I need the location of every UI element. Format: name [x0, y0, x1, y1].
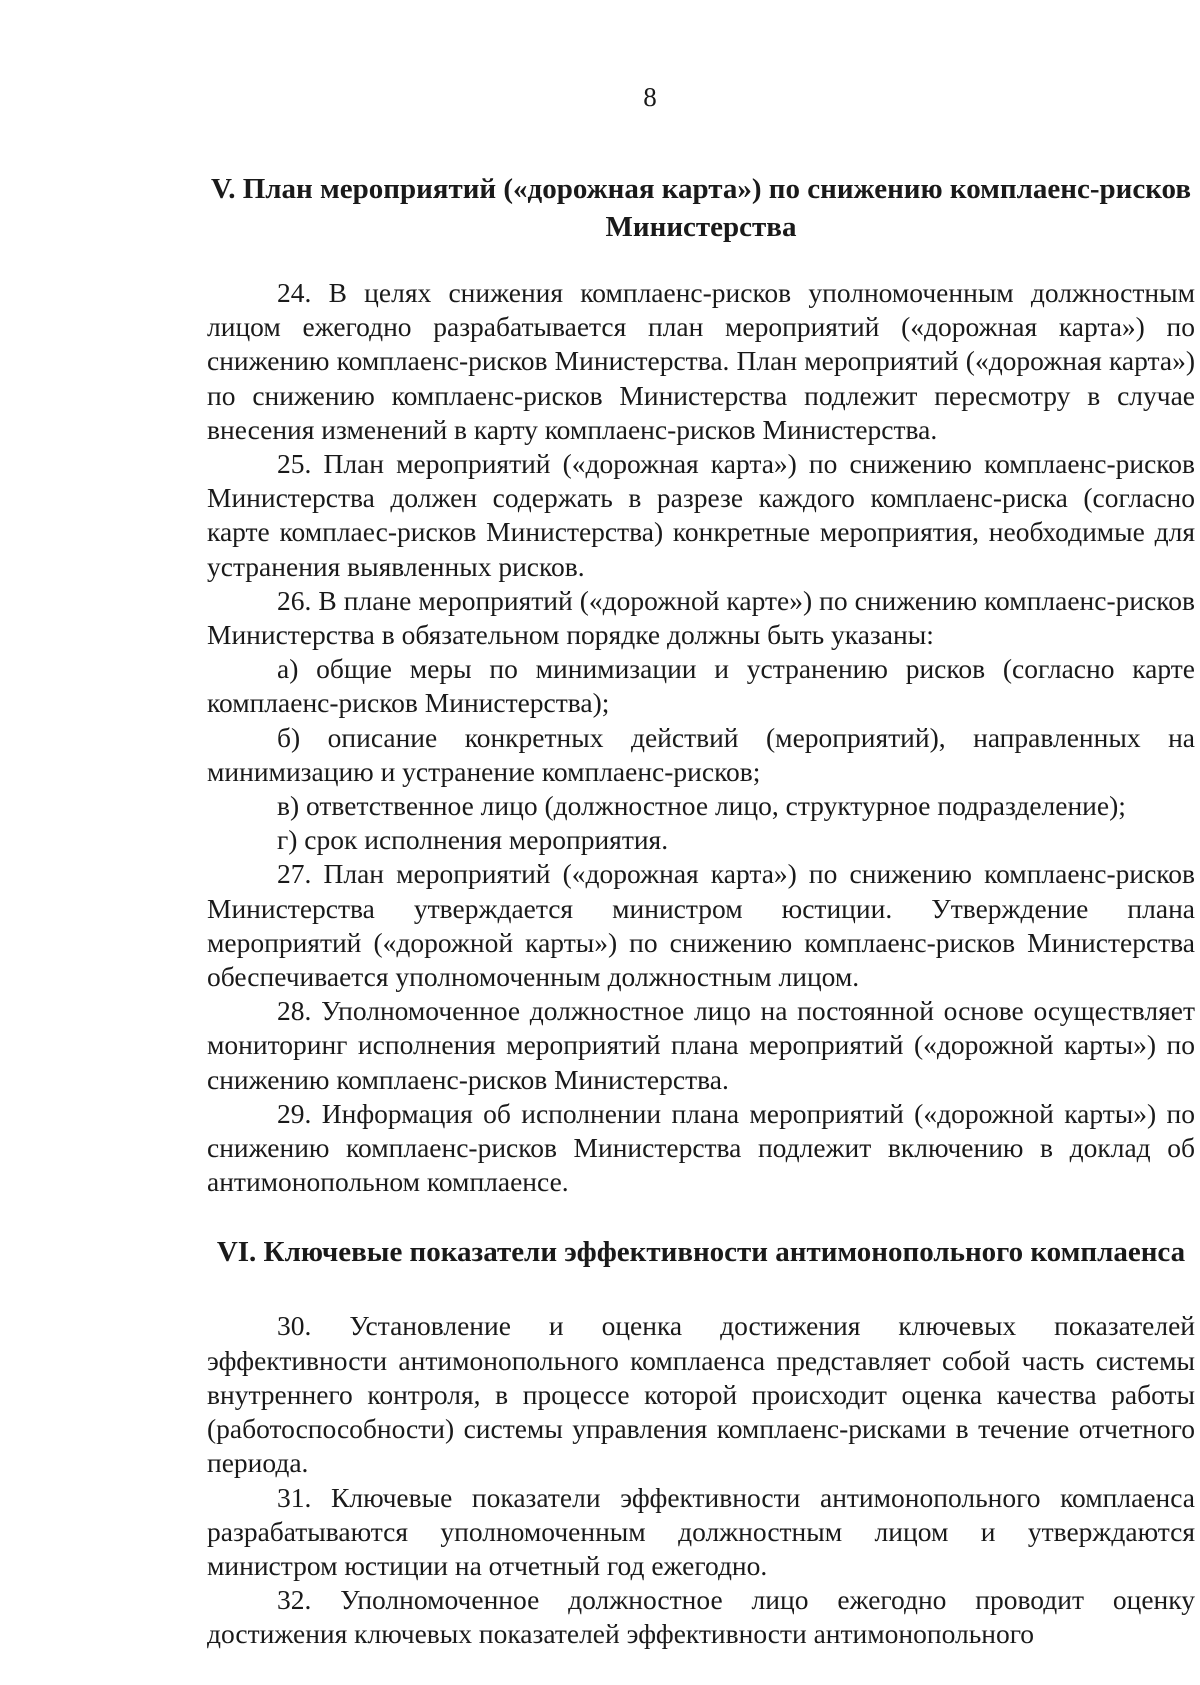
paragraph-28: 28. Уполномоченное должностное лицо на постоянной основе осуществляет мониторинг исполнения мероприятий плана мероприятий («дорожной карты») по снижению комплаенс-рисков Министерства. — [207, 995, 1195, 1095]
page-number: 8 — [643, 82, 657, 112]
list-item-a: а) общие меры по минимизации и устранению рисков (согласно карте комплаенс-рисков Министерства); — [207, 653, 1195, 719]
list-item-v: в) ответственное лицо (должностное лицо, структурное подразделение); — [277, 790, 1126, 822]
paragraph-29: 29. Информация об исполнении плана мероприятий («дорожной карты») по снижению комплаенс-рисков Министерства подлежит включению в доклад об антимонопольном комплаенсе. — [207, 1097, 1195, 1198]
section-v-body — [207, 276, 1195, 1199]
paragraph-30: 30. Установление и оценка достижения ключевых показателей эффективности антимонопольного комплаенса представляет собой часть системы внутреннего контроля, в процессе которой происходит оценка качества работы (работоспособности) системы управления комплаенс-рисками в течение отчетного периода. — [207, 1310, 1195, 1479]
paragraph-25: 25. План мероприятий («дорожная карта») по снижению комплаенс-рисков Министерства должен содержать в разрезе каждого комплаенс-риска (согласно карте комплаес-рисков Министерства) конкретные мероприятия, необходимые для устранения выявленных рисков. — [207, 448, 1195, 582]
section-vi-heading: VI. Ключевые показатели эффективности антимонопольного комплаенса — [216, 1236, 1186, 1269]
paragraph-24: 24. В целях снижения комплаенс-рисков уполномоченным должностным лицом ежегодно разрабатывается план мероприятий («дорожная карта») по снижению комплаенс-рисков Министерства. План мероприятий («дорожная карта») по снижению комплаенс-рисков Министерства подлежит пересмотру в случае внесения изменений в карту комплаенс-рисков Министерства. — [207, 277, 1195, 445]
paragraph-26: 26. В плане мероприятий («дорожной карте») по снижению комплаенс-рисков Министерства в обязательном порядке должны быть указаны: — [207, 584, 1195, 651]
section-v-heading: V. План мероприятий («дорожная карта») по снижению комплаенс-рисков Министерства — [210, 173, 1191, 243]
paragraph-27: 27. План мероприятий («дорожная карта») по снижению комплаенс-рисков Министерства утверждается министром юстиции. Утверждение плана мероприятий («дорожной карты») по снижению комплаенс-рисков Министерства обеспечивается уполномоченным должностным лицом. — [207, 858, 1195, 993]
paragraph-31: 31. Ключевые показатели эффективности антимонопольного комплаенса разрабатываются уполномоченным должностным лицом и утверждаются министром юстиции на отчетный год ежегодно. — [207, 1481, 1195, 1581]
list-item-b: б) описание конкретных действий (мероприятий), направленных на минимизацию и устранение комплаенс-рисков; — [207, 721, 1195, 787]
paragraph-32: 32. Уполномоченное должностное лицо ежегодно проводит оценку достижения ключевых показателей эффективности антимонопольного — [207, 1584, 1195, 1650]
section-vi-body — [207, 1309, 1195, 1651]
document-body — [207, 170, 1195, 1652]
list-item-g: г) срок исполнения мероприятия. — [277, 824, 669, 856]
